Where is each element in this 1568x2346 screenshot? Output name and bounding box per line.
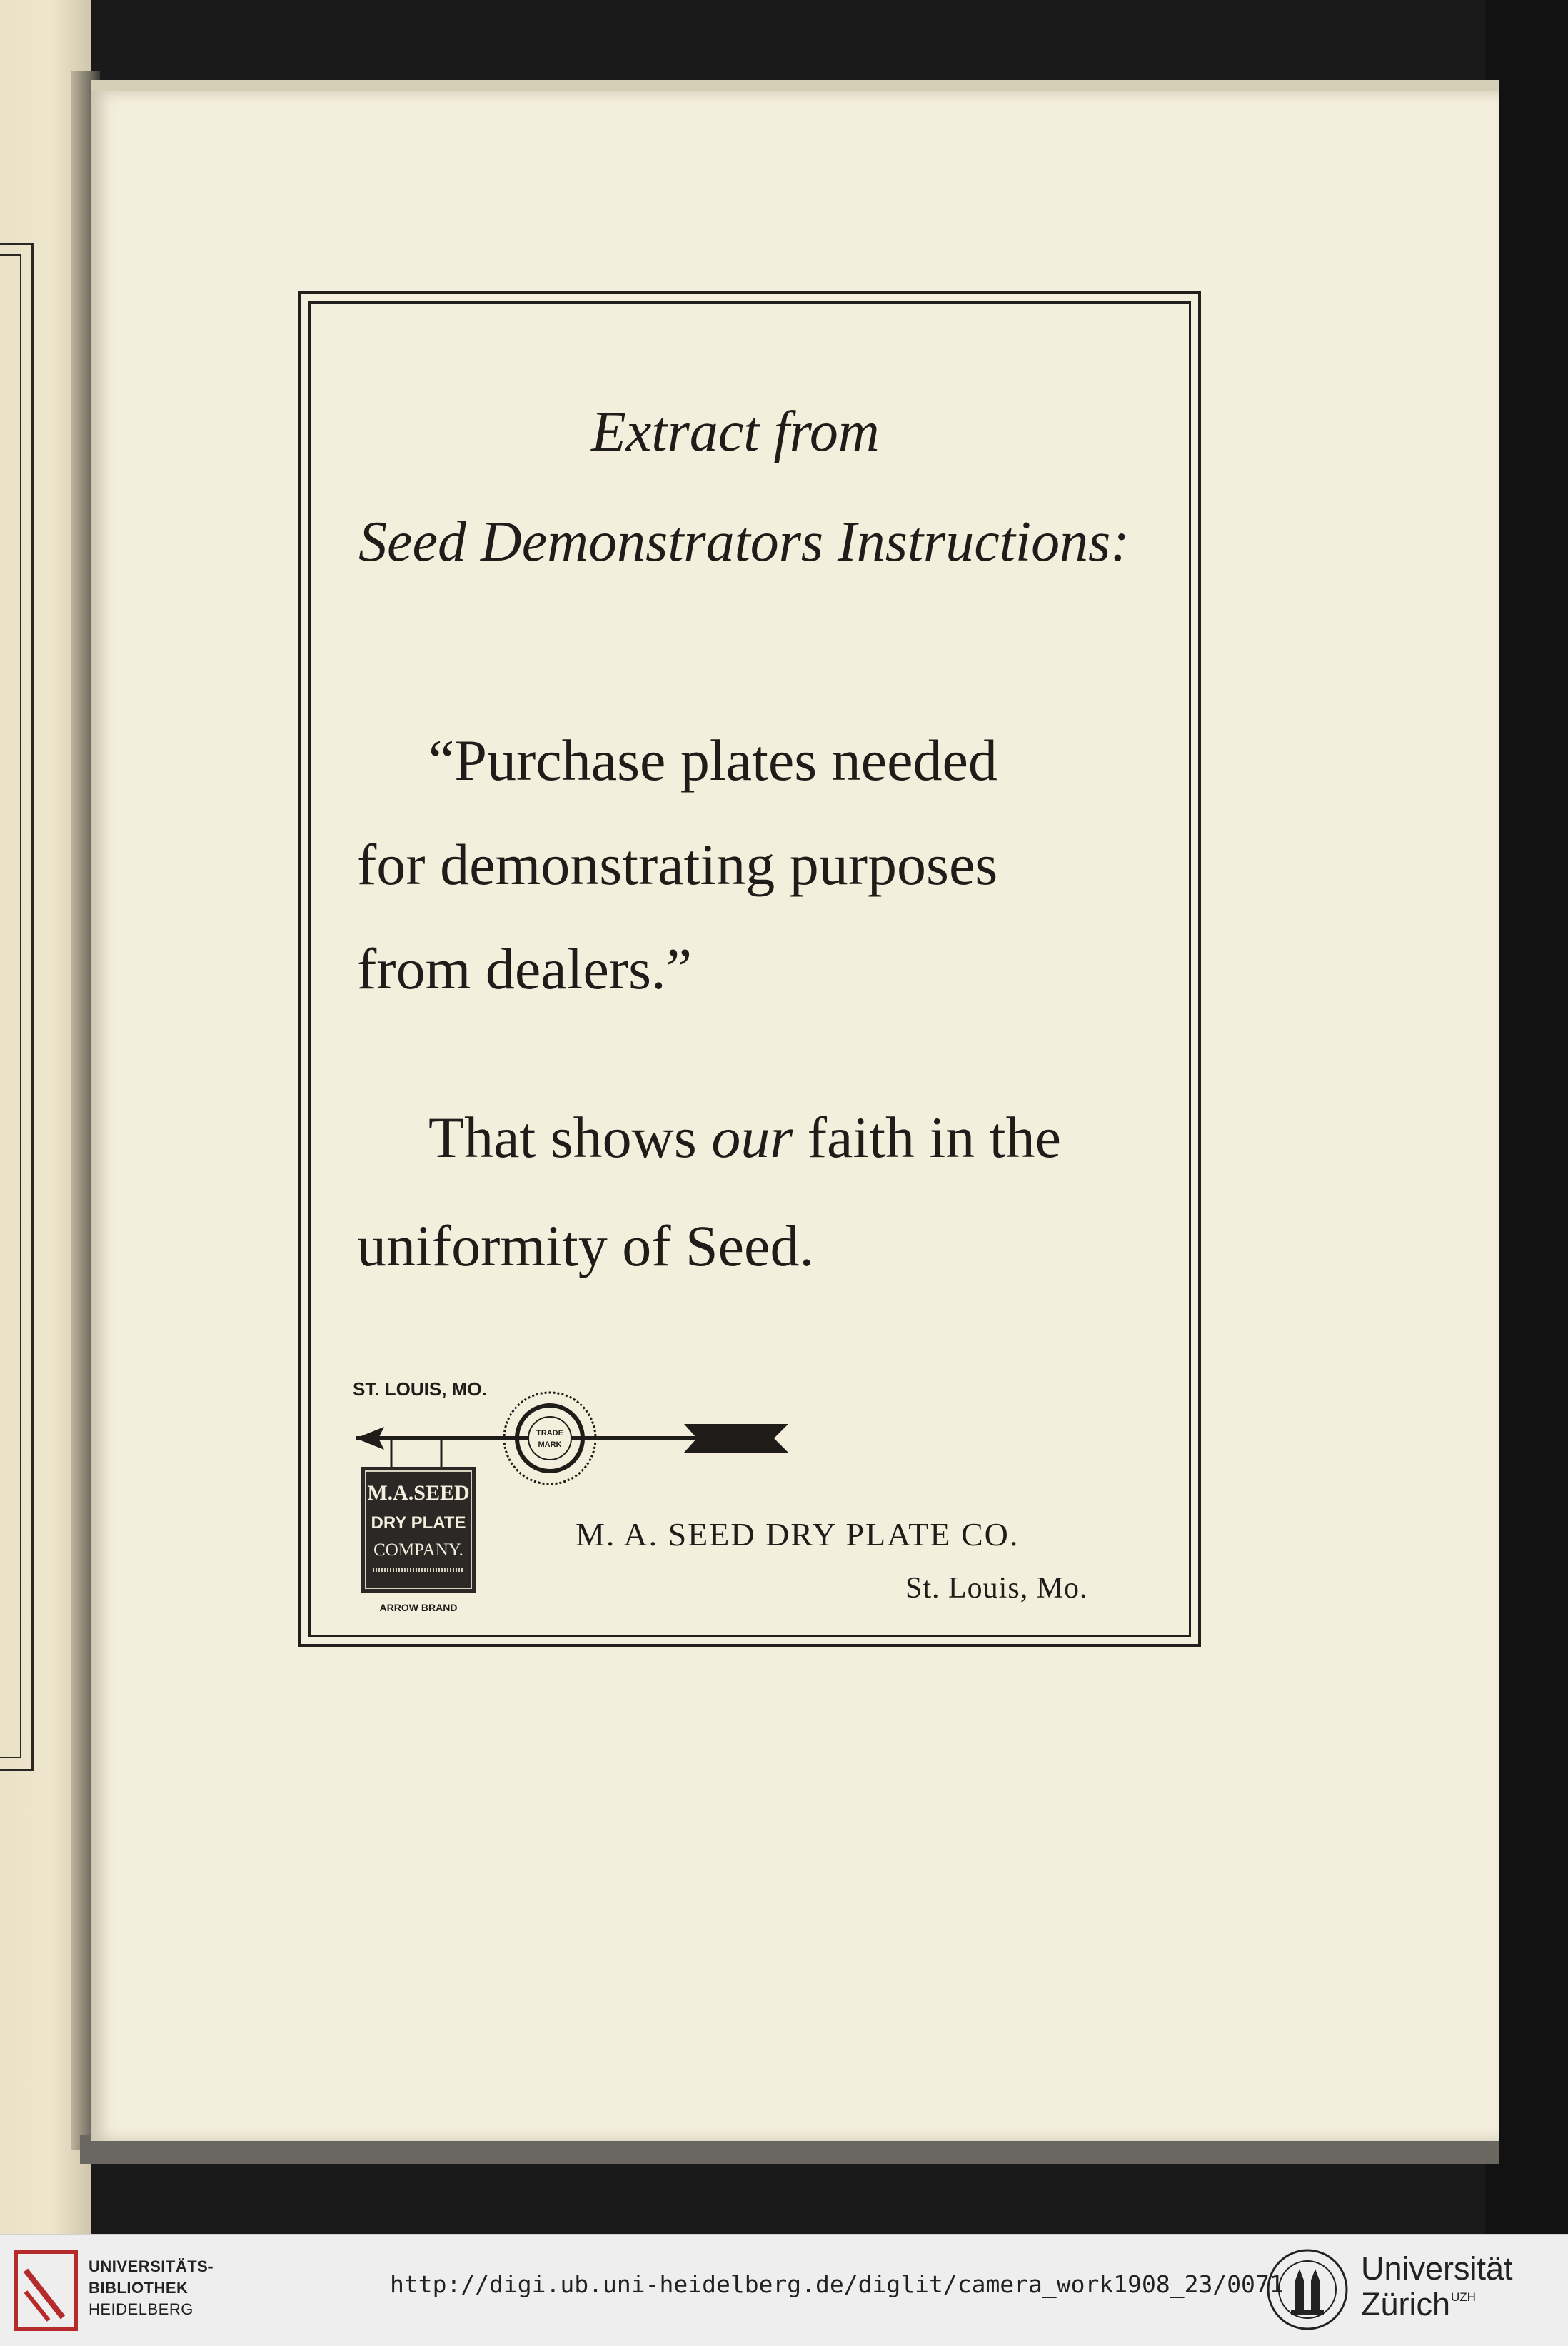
faith-text-pre: That shows bbox=[428, 1105, 712, 1170]
ub-heidelberg-logo[interactable] bbox=[13, 2249, 79, 2332]
quote-line-3: from dealers.” bbox=[357, 936, 692, 1001]
heading-line-1: Extract from bbox=[591, 401, 880, 463]
trademark-logo bbox=[348, 1367, 798, 1617]
trade-mark-seal bbox=[504, 1393, 595, 1484]
library-name-line-3: HEIDELBERG bbox=[89, 2300, 194, 2318]
permalink-url[interactable]: http://digi.ub.uni-heidelberg.de/diglit/camera_work1908_23/0071 bbox=[390, 2270, 1284, 2298]
faith-emphasis: our bbox=[711, 1105, 793, 1170]
banner-line-2: DRY PLATE bbox=[371, 1513, 466, 1533]
library-name-line-2: BIBLIOTHEK bbox=[89, 2279, 189, 2297]
heading-line-2: Seed Demonstrators Instructions: bbox=[358, 511, 1130, 573]
viewer-footer bbox=[0, 2234, 1568, 2346]
seal-text-2: MARK bbox=[538, 1440, 562, 1449]
faith-line-2: uniformity of Seed. bbox=[357, 1213, 814, 1278]
faith-text-post: faith in the bbox=[793, 1105, 1061, 1170]
company-name: M. A. SEED DRY PLATE CO. bbox=[576, 1516, 1020, 1553]
left-page-border-inner bbox=[0, 254, 21, 1758]
uzh-seal-icon[interactable] bbox=[1265, 2247, 1350, 2332]
library-name-line-1: UNIVERSITÄTS- bbox=[89, 2257, 214, 2275]
quote-line-2: for demonstrating purposes bbox=[357, 832, 998, 897]
arrow-fletching bbox=[684, 1424, 788, 1453]
uzh-name-line-1: Universität bbox=[1361, 2250, 1513, 2287]
trademark-location: ST. LOUIS, MO. bbox=[353, 1378, 487, 1400]
quote-line-1: “Purchase plates needed bbox=[428, 728, 997, 793]
brand-label: ARROW BRAND bbox=[379, 1602, 458, 1613]
banner-line-1: M.A.SEED bbox=[367, 1481, 470, 1505]
faith-line-1 bbox=[428, 1104, 1061, 1171]
seal-text-1: TRADE bbox=[536, 1429, 563, 1438]
uzh-name-line-2: Zürich bbox=[1361, 2286, 1451, 2322]
uzh-superscript: UZH bbox=[1451, 2290, 1476, 2304]
banner-line-3: COMPANY. bbox=[373, 1540, 463, 1560]
company-banner bbox=[361, 1467, 476, 1593]
company-city: St. Louis, Mo. bbox=[905, 1572, 1088, 1605]
